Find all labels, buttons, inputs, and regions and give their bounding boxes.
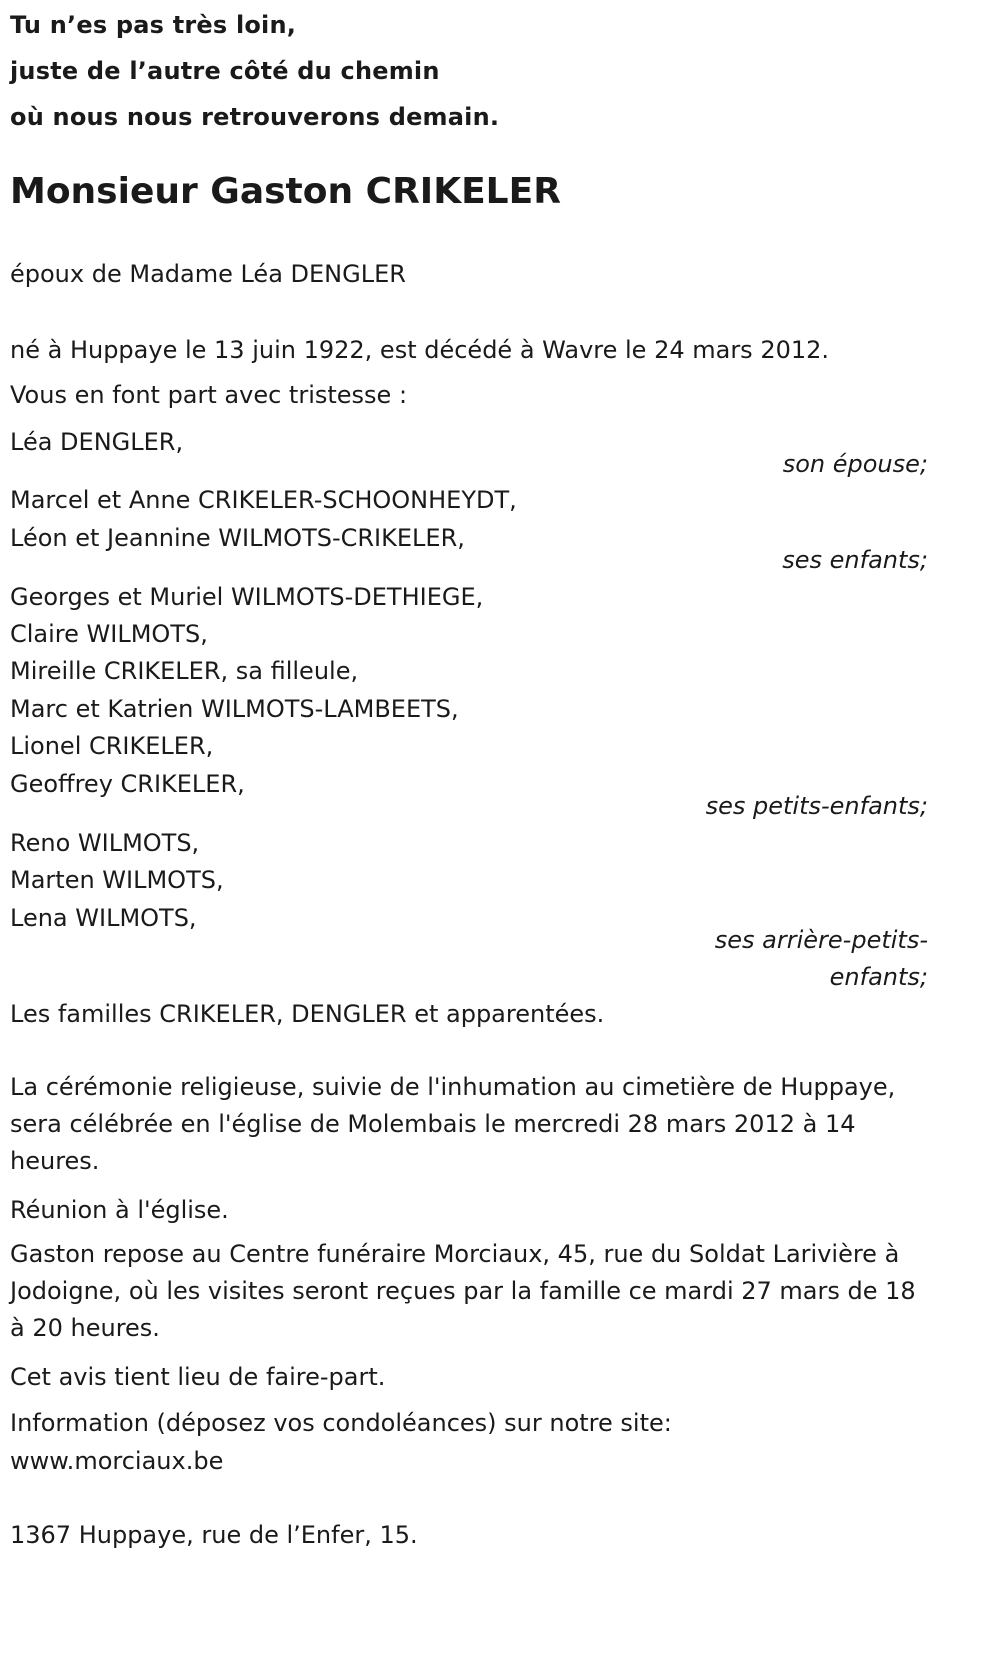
great-grandchildren-role-line-1: ses arrière-petits- [714,926,928,954]
address-line: 1367 Huppaye, rue de l’Enfer, 15. [10,1521,418,1549]
visits-paragraph: Gaston repose au Centre funéraire Morciaux, 45, rue du Soldat Larivière à Jodoigne, où les visites seront reçues par la famille ce mardi 27 mars de 18 à 20 heures. [10,1240,916,1342]
great-grandchild-name: Lena WILMOTS, [10,904,197,932]
grandchild-name: Marc et Katrien WILMOTS-LAMBEETS, [10,695,459,723]
poem-line-3: où nous nous retrouverons demain. [10,103,500,131]
birth-death-line: né à Huppaye le 13 juin 1922, est décédé à Wavre le 24 mars 2012. [10,336,830,364]
child-name: Léon et Jeannine WILMOTS-CRIKELER, [10,524,465,552]
ceremony-paragraph: La cérémonie religieuse, suivie de l'inhumation au cimetière de Huppaye, sera célébrée en l'église de Molembais le mercredi 28 mars 2012 à 14 heures. [10,1073,896,1175]
website-link[interactable]: www.morciaux.be [10,1447,224,1475]
poem-line-1: Tu n’es pas très loin, [10,11,297,39]
grandchild-name: Lionel CRIKELER, [10,732,214,760]
great-grandchild-name: Marten WILMOTS, [10,866,224,894]
grandchildren-role: ses petits-enfants; [705,792,928,820]
grandchild-name: Georges et Muriel WILMOTS-DETHIEGE, [10,583,484,611]
great-grandchild-name: Reno WILMOTS, [10,829,200,857]
announcement-line: Vous en font part avec tristesse : [10,381,408,409]
poem-line-2: juste de l’autre côté du chemin [10,57,440,85]
spouse-role: son épouse; [782,450,928,478]
deceased-name: Monsieur Gaston CRIKELER [10,171,561,212]
grandchild-name: Mireille CRIKELER, sa filleule, [10,657,359,685]
spouse-name: Léa DENGLER, [10,428,184,456]
meeting-line: Réunion à l'église. [10,1196,229,1224]
info-line: Information (déposez vos condoléances) sur notre site: [10,1409,672,1437]
spouse-line: époux de Madame Léa DENGLER [10,260,406,288]
children-role: ses enfants; [782,546,928,574]
child-name: Marcel et Anne CRIKELER-SCHOONHEYDT, [10,486,517,514]
families-line: Les familles CRIKELER, DENGLER et apparentées. [10,1000,605,1028]
grandchild-name: Geoffrey CRIKELER, [10,770,245,798]
notice-line: Cet avis tient lieu de faire-part. [10,1363,386,1391]
grandchild-name: Claire WILMOTS, [10,620,208,648]
great-grandchildren-role-line-2: enfants; [829,963,928,991]
